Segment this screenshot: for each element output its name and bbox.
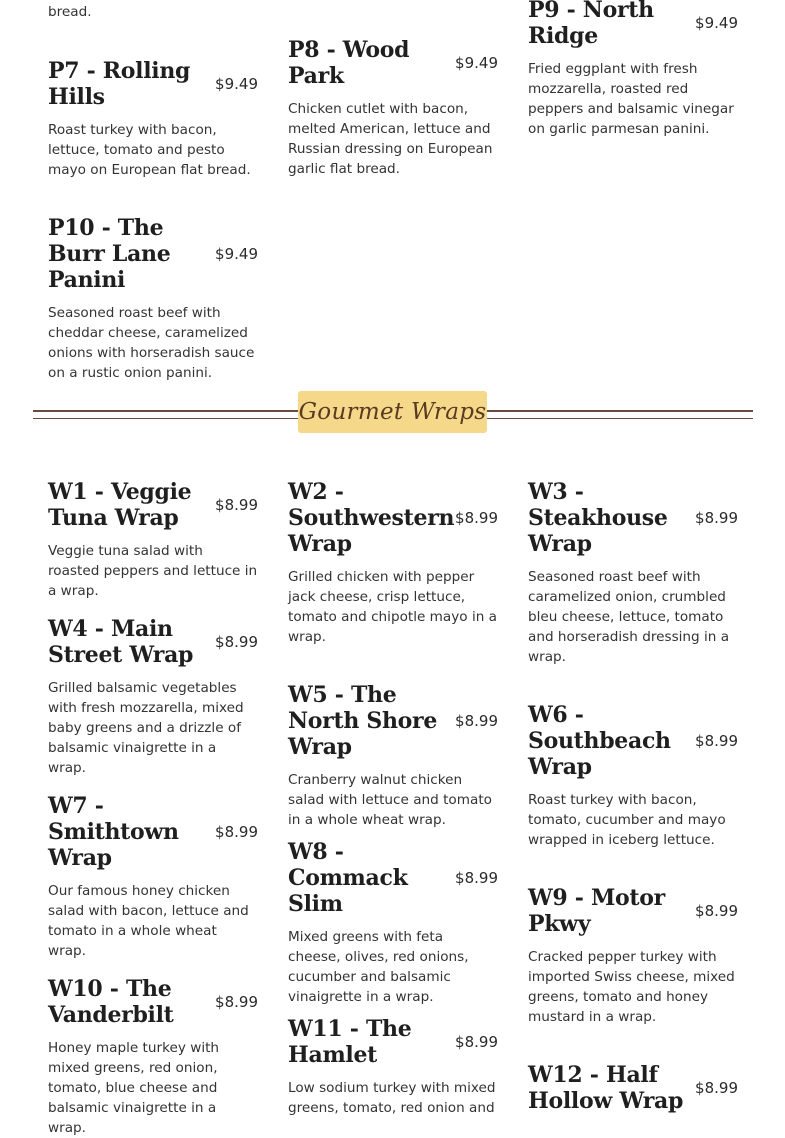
menu-item-w8[interactable] — [288, 839, 498, 1007]
item-name: W3 - Steakhouse Wrap — [528, 479, 668, 557]
item-price: $8.99 — [695, 1079, 738, 1097]
item-description: Seasoned roast beef with cheddar cheese, caramelized onions with horseradish sauce on a rustic onion panini. — [48, 305, 255, 381]
item-price: $8.99 — [215, 633, 258, 651]
item-description: Mixed greens with feta cheese, olives, red onions, cucumber and balsamic vinaigrette in a wrap. — [288, 929, 469, 1005]
previous-item-description-fragment: bread. — [48, 4, 92, 20]
item-name: W5 - The North Shore Wrap — [288, 682, 438, 760]
menu-item-w10[interactable] — [48, 976, 258, 1138]
menu-item-w2[interactable] — [288, 479, 498, 647]
menu-item-p7[interactable] — [48, 58, 258, 180]
item-name: W2 - Southwestern Wrap — [288, 479, 455, 557]
menu-item-w12[interactable] — [528, 1062, 738, 1114]
item-name: W8 - Commack Slim — [288, 839, 408, 917]
menu-item-w1[interactable] — [48, 479, 258, 601]
item-description: Cracked pepper turkey with imported Swiss cheese, mixed greens, tomato and honey mustard in a wrap. — [528, 949, 735, 1025]
item-name: W6 - Southbeach Wrap — [528, 702, 671, 780]
item-name: W1 - Veggie Tuna Wrap — [48, 479, 192, 531]
menu-item-w7[interactable] — [48, 793, 258, 961]
item-description: Fried eggplant with fresh mozzarella, roasted red peppers and balsamic vinegar on garlic parmesan panini. — [528, 61, 734, 137]
item-name: W4 - Main Street Wrap — [48, 616, 194, 668]
item-name: P10 - The Burr Lane Panini — [48, 215, 171, 293]
item-description: Cranberry walnut chicken salad with lettuce and tomato in a whole wheat wrap. — [288, 772, 492, 828]
item-name: W12 - Half Hollow Wrap — [528, 1062, 684, 1114]
item-description: Veggie tuna salad with roasted peppers and lettuce in a wrap. — [48, 543, 258, 599]
item-price: $8.99 — [215, 993, 258, 1011]
menu-item-w5[interactable] — [288, 682, 498, 830]
item-name: P7 - Rolling Hills — [48, 58, 191, 110]
menu-item-w3[interactable] — [528, 479, 738, 667]
item-name: P8 - Wood Park — [288, 37, 410, 89]
menu-item-w9[interactable] — [528, 885, 738, 1027]
item-price: $8.99 — [215, 823, 258, 841]
menu-item-w4[interactable] — [48, 616, 258, 778]
item-price: $9.49 — [455, 54, 498, 72]
item-price: $8.99 — [695, 509, 738, 527]
item-name: W11 - The Hamlet — [288, 1016, 412, 1068]
item-name: W10 - The Vanderbilt — [48, 976, 174, 1028]
menu-item-w6[interactable] — [528, 702, 738, 850]
item-price: $8.99 — [455, 712, 498, 730]
item-price: $8.99 — [455, 869, 498, 887]
item-price: $8.99 — [455, 509, 498, 527]
item-description: Roast turkey with bacon, lettuce, tomato and pesto mayo on European flat bread. — [48, 122, 251, 178]
item-description: Our famous honey chicken salad with bacon, lettuce and tomato in a whole wheat wrap. — [48, 883, 249, 959]
item-name: W7 - Smithtown Wrap — [48, 793, 179, 871]
item-price: $9.49 — [215, 75, 258, 93]
item-price: $8.99 — [695, 902, 738, 920]
menu-item-p9[interactable] — [528, 0, 738, 139]
item-price: $9.49 — [215, 245, 258, 263]
item-description: Low sodium turkey with mixed greens, tomato, red onion and — [288, 1080, 496, 1116]
menu-item-p8[interactable] — [288, 37, 498, 179]
item-description: Roast turkey with bacon, tomato, cucumber and mayo wrapped in iceberg lettuce. — [528, 792, 726, 848]
item-description: Grilled balsamic vegetables with fresh mozzarella, mixed baby greens and a drizzle of balsamic vinaigrette in a wrap. — [48, 680, 244, 776]
menu-item-p10[interactable] — [48, 215, 258, 383]
item-description: Chicken cutlet with bacon, melted American, lettuce and Russian dressing on European garlic flat bread. — [288, 101, 493, 177]
item-price: $9.49 — [695, 14, 738, 32]
item-description: Grilled chicken with pepper jack cheese, crisp lettuce, tomato and chipotle mayo in a wrap. — [288, 569, 497, 645]
item-price: $8.99 — [215, 496, 258, 514]
menu-item-w11[interactable] — [288, 1016, 498, 1118]
item-price: $8.99 — [695, 732, 738, 750]
item-name: P9 - North Ridge — [528, 0, 654, 49]
item-price: $8.99 — [455, 1033, 498, 1051]
section-title-gourmet-wraps: Gourmet Wraps — [298, 391, 487, 433]
item-description: Seasoned roast beef with caramelized onion, crumbled bleu cheese, lettuce, tomato and horseradish dressing in a wrap. — [528, 569, 730, 665]
item-description: Honey maple turkey with mixed greens, red onion, tomato, blue cheese and balsamic vinaigrette in a wrap. — [48, 1040, 220, 1136]
item-name: W9 - Motor Pkwy — [528, 885, 665, 937]
